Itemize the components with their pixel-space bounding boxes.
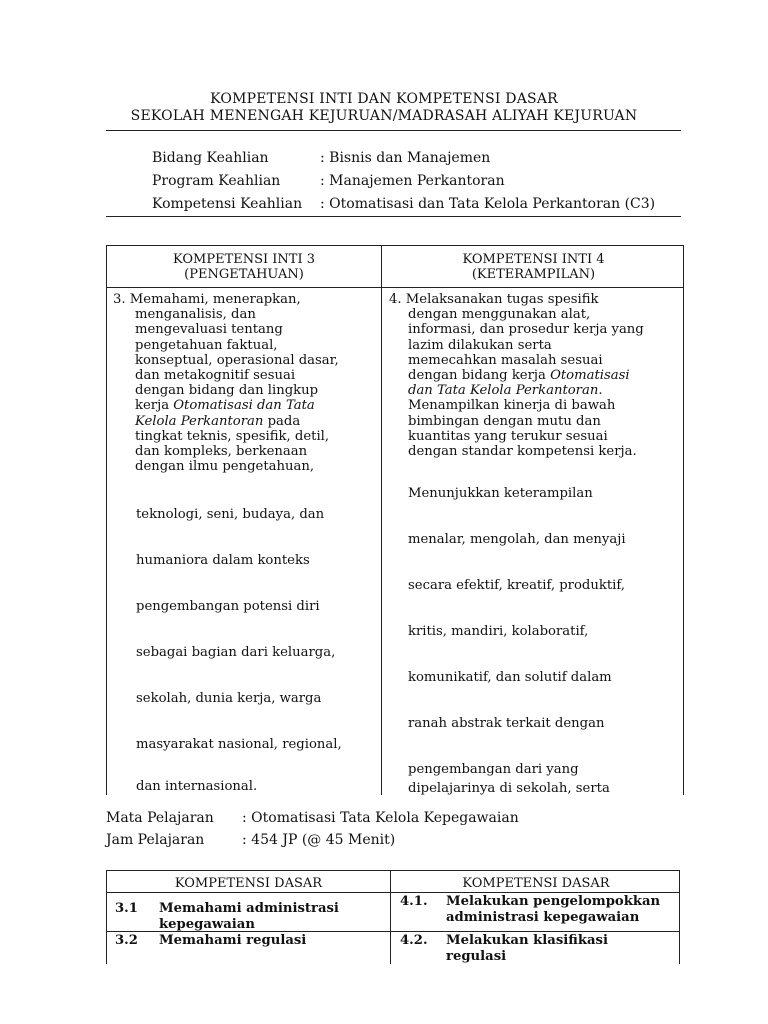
info-label: Bidang Keahlian (152, 150, 269, 166)
ki3-spread-line: teknologi, seni, budaya, dan (136, 507, 325, 522)
ki3-spread-line: sebagai bagian dari keluarga, (136, 645, 336, 660)
ki4-italic-field: dan Tata Kelola Perkantoran (408, 383, 599, 399)
ki4-spread-line: pengembangan dari yang (408, 762, 579, 777)
info-row-kompetensi (152, 196, 682, 214)
ki4-spread-line: dipelajarinya di sekolah, serta (408, 781, 610, 795)
ki4-first-line: Melaksanakan tugas spesifik (405, 292, 599, 307)
ki3-spread-line: masyarakat nasional, regional, (136, 737, 342, 752)
info-divider (106, 216, 681, 217)
info-row-program (152, 173, 682, 191)
ki3-line: pengetahuan faktual, (135, 337, 278, 353)
kompetensi-inti-table (106, 245, 684, 795)
kd-header-left: KOMPETENSI DASAR (174, 876, 323, 891)
ki4-spread-line: ranah abstrak terkait dengan (408, 716, 605, 731)
ki4-italic-field: Otomatisasi (550, 368, 630, 384)
ki4-line: bimbingan dengan mutu dan (408, 413, 601, 429)
ki3-italic-field: Kelola Perkantoran (135, 413, 264, 429)
ki4-line: Menampilkan kinerja di bawah (408, 398, 616, 414)
ki3-content: 3. Memahami, menerapkan, menganalisis, dan mengevaluasi tentang pengetahuan faktual, konseptual, operasional dasar, dan metakognitif sesuai dengan bidang dan lingkup kerja Otomatisasi dan Tata Kelola Perkantoran pada tingkat teknis, spesifik, detil, dan kompleks, berkenaan dengan ilmu pengetahuan, (113, 292, 379, 474)
ki3-spread-line: sekolah, dunia kerja, warga (136, 691, 322, 706)
ki4-spread-line: secara efektif, kreatif, produktif, (408, 578, 625, 593)
ki3-line: menganalisis, dan (135, 307, 256, 323)
ki4-content: 4. Melaksanakan tugas spesifik dengan menggunakan alat, informasi, dan prosedur kerja yang lazim dilakukan serta memecahkan masalah sesuai dengan bidang kerja Otomatisasi dan Tata Kelola Perkantoran. Menampilkan kinerja di bawah bimbingan dengan mutu dan kuantitas yang terukur sesuai dengan standar kompetensi kerja. (389, 292, 683, 459)
kompetensi-dasar-table (106, 870, 680, 964)
title-divider (106, 130, 681, 131)
ki3-first-line: Memahami, menerapkan, (129, 292, 301, 307)
info-label: Program Keahlian (152, 173, 281, 189)
mapel-label: Mata Pelajaran (106, 810, 214, 826)
kd-header-divider (107, 892, 679, 893)
ki4-spread-line: kritis, mandiri, kolaboratif, (408, 624, 589, 639)
ki4-spread-line: Menunjukkan keterampilan (408, 486, 593, 501)
kd-text: Memahami administrasi kepegawaian (159, 901, 339, 932)
ki3-spread-line: dan internasional. (136, 779, 258, 794)
ki3-number: 3. (113, 292, 126, 307)
kd-number: 3.1 (115, 901, 138, 916)
document-title-line-1: KOMPETENSI INTI DAN KOMPETENSI DASAR (210, 91, 558, 107)
ki4-line: memecahkan masalah sesuai (408, 352, 603, 368)
ki3-spread-line: humaniora dalam konteks (136, 553, 310, 568)
ki3-line: mengevaluasi tentang (135, 322, 283, 338)
kd-header-right: KOMPETENSI DASAR (462, 876, 610, 891)
ki4-line: kuantitas yang terukur sesuai (408, 428, 608, 444)
ki4-line: dengan menggunakan alat, (408, 307, 591, 323)
kd-text: Melakukan pengelompokkan administrasi kepegawaian (446, 894, 661, 925)
table-column-divider (381, 246, 382, 795)
info-value: : Bisnis dan Manajemen (320, 150, 491, 166)
ki4-spread-line: menalar, mengolah, dan menyaji (408, 532, 626, 547)
jam-value: : 454 JP (@ 45 Menit) (242, 832, 396, 848)
info-value: : Manajemen Perkantoran (320, 173, 505, 189)
kd-number: 3.2 (115, 933, 138, 948)
ki3-header: KOMPETENSI INTI 3 (PENGETAHUAN) (173, 252, 315, 282)
ki3-line: konseptual, operasional dasar, (135, 352, 339, 368)
ki3-line: dengan bidang dan lingkup (135, 383, 319, 399)
ki3-line: tingkat teknis, spesifik, detil, (135, 428, 330, 444)
info-row-bidang (152, 150, 682, 168)
kd-text: Memahami regulasi (159, 933, 307, 948)
ki3-line: dan kompleks, berkenaan (135, 444, 308, 460)
jam-label: Jam Pelajaran (106, 832, 205, 848)
info-value: : Otomatisasi dan Tata Kelola Perkantoran (C3) (320, 196, 656, 212)
table-header-divider (107, 287, 683, 288)
kd-text: Melakukan klasifikasi regulasi (446, 933, 608, 964)
ki4-spread-line: komunikatif, dan solutif dalam (408, 670, 612, 685)
ki4-line: lazim dilakukan serta (408, 337, 552, 353)
ki4-header: KOMPETENSI INTI 4 (KETERAMPILAN) (462, 252, 605, 282)
kd-number: 4.1. (400, 894, 428, 909)
ki3-line: dengan ilmu pengetahuan, (135, 459, 315, 475)
ki3-italic-field: Otomatisasi dan Tata (173, 398, 315, 414)
ki4-line: dengan standar kompetensi kerja. (408, 444, 637, 460)
ki4-number: 4. (389, 292, 402, 307)
info-label: Kompetensi Keahlian (152, 196, 303, 212)
ki3-spread-line: pengembangan potensi diri (136, 599, 320, 614)
ki4-line: informasi, dan prosedur kerja yang (408, 322, 644, 338)
mapel-value: : Otomatisasi Tata Kelola Kepegawaian (242, 810, 519, 826)
kd-number: 4.2. (400, 933, 428, 948)
ki3-line: dan metakognitif sesuai (135, 368, 296, 384)
document-title-line-2: SEKOLAH MENENGAH KEJURUAN/MADRASAH ALIYAH KEJURUAN (130, 108, 638, 124)
